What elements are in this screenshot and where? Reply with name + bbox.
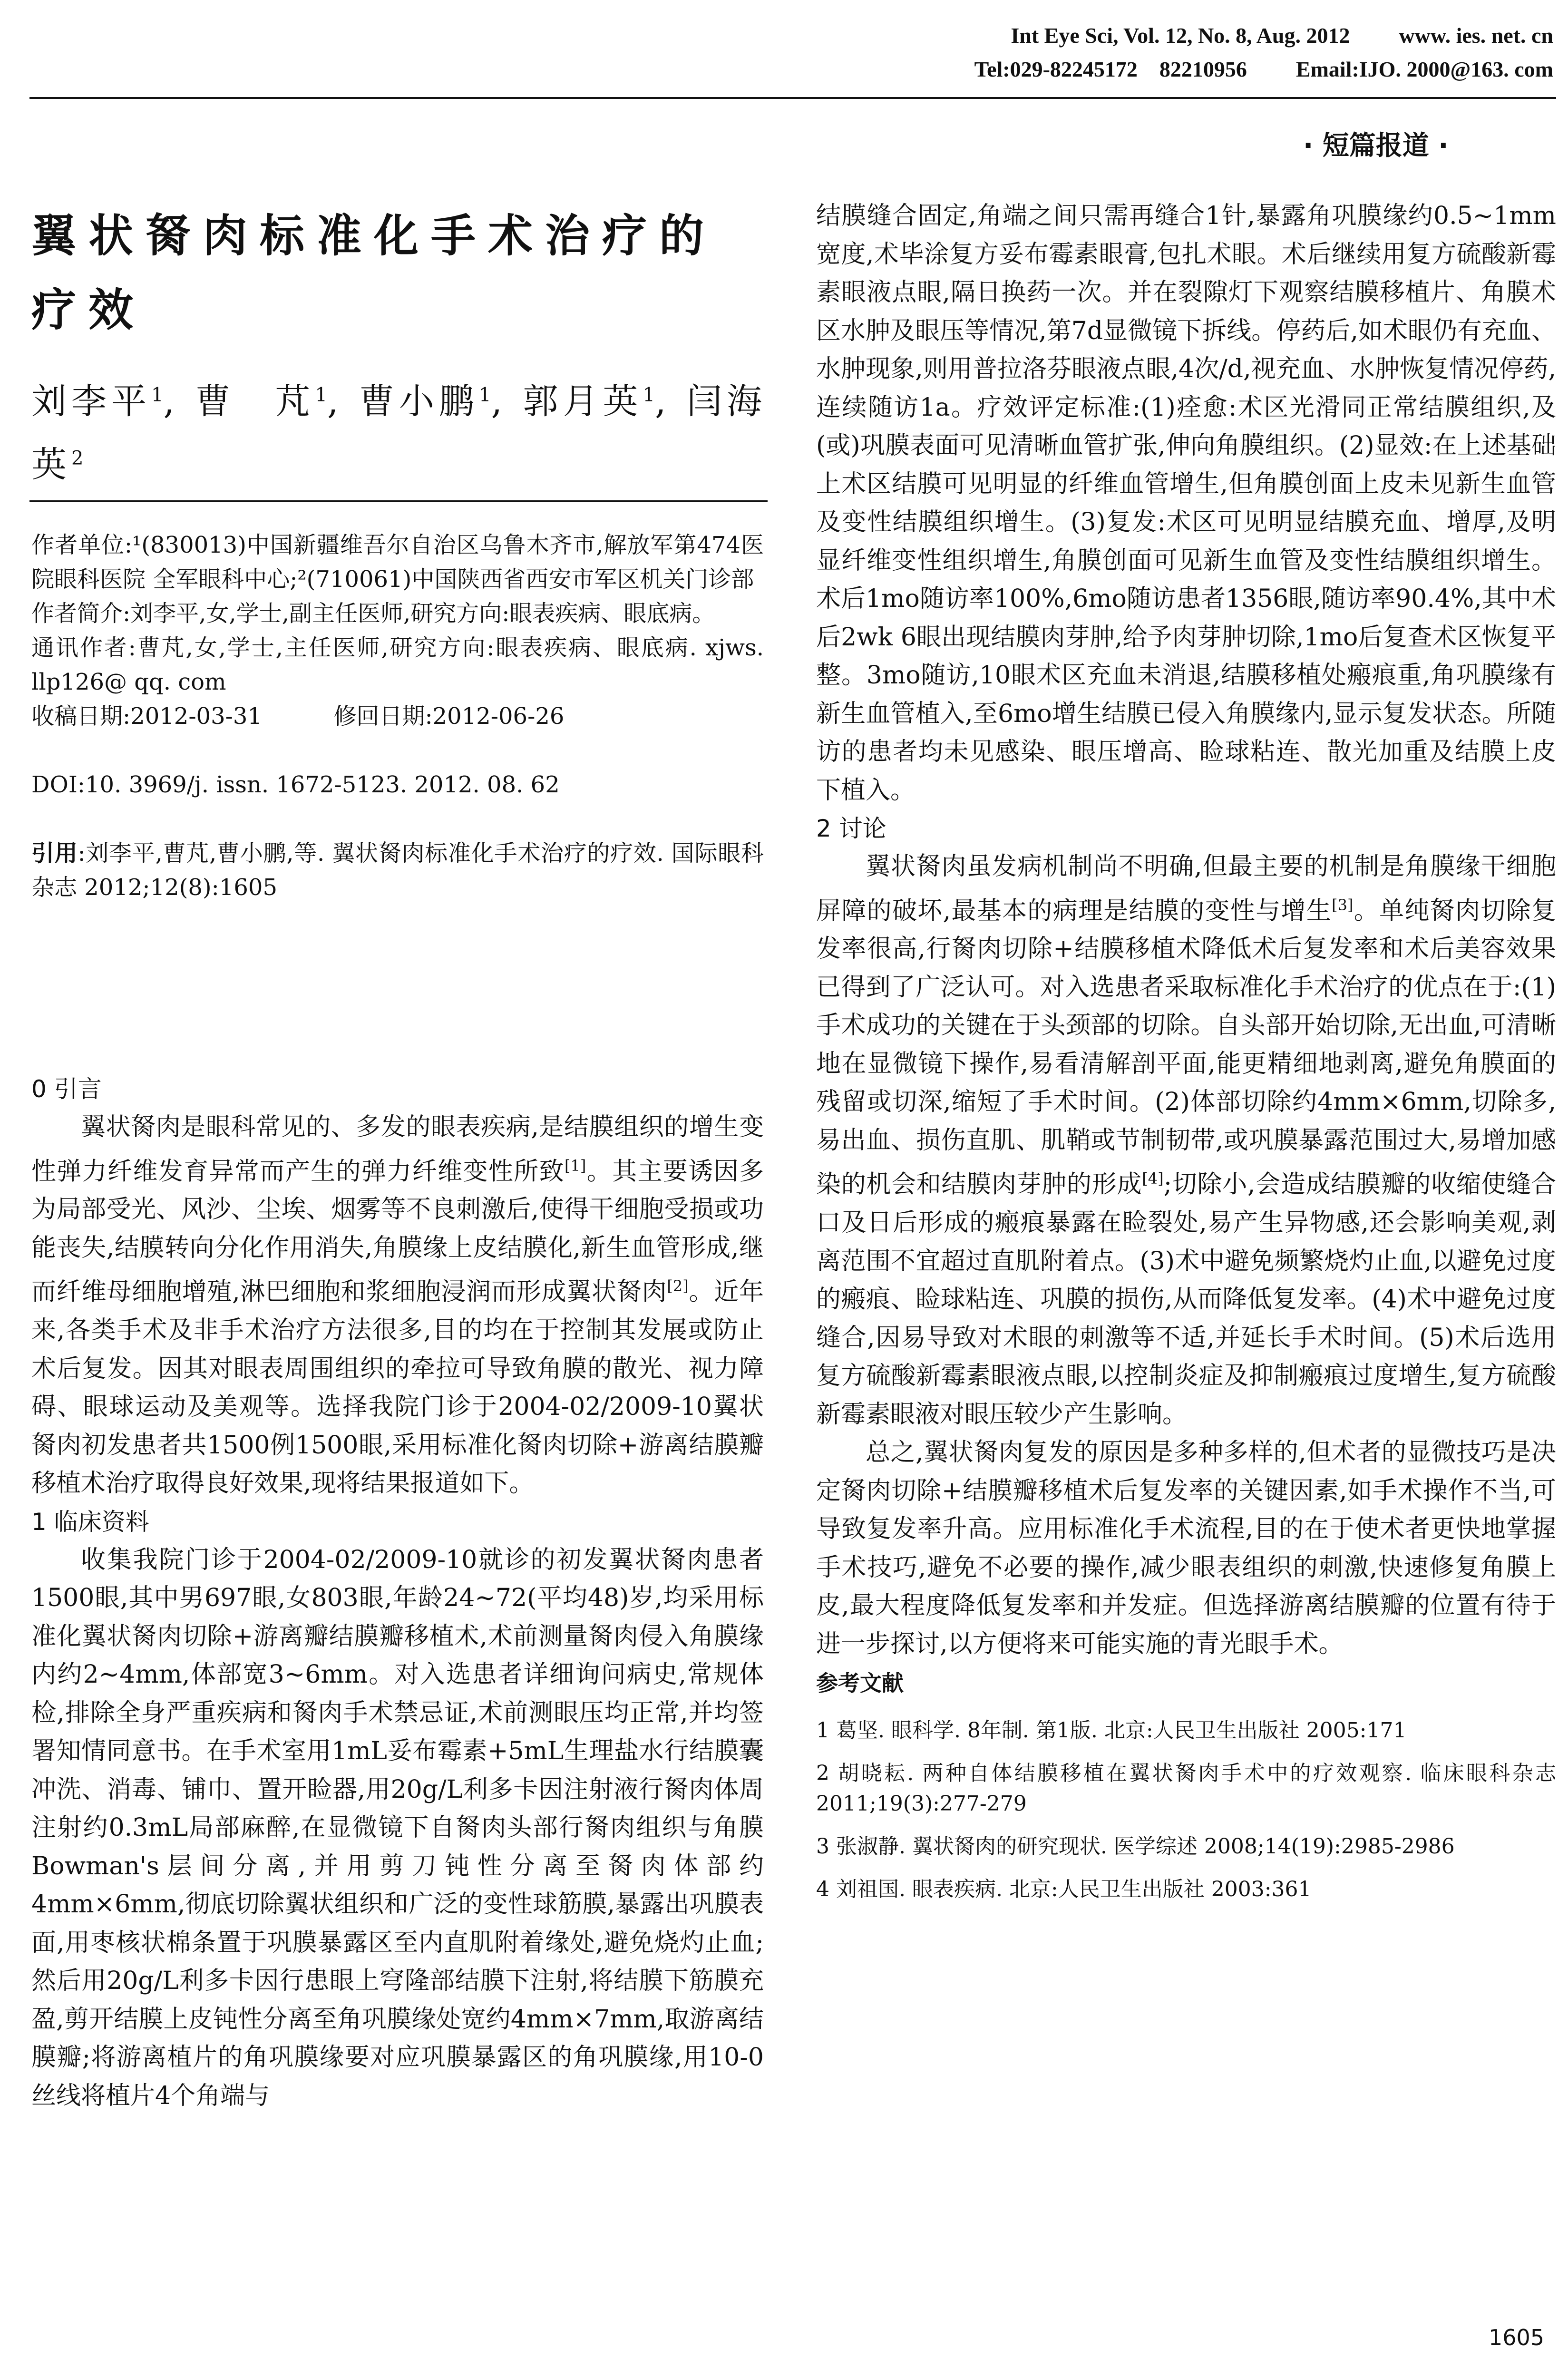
clinical-paragraph: 收集我院门诊于2004-02/2009-10就诊的初发翼状胬肉患者1500眼,其中男697眼,女803眼,年龄24~72(平均48)岁,均采用标准化翼状胬肉切除+游离瓣结膜瓣移植术,术前测量胬肉侵入角膜缘内约2~4mm,体部宽3~6mm。对入选患者详细询问病史,常规体检,排除全身严重疾病和胬肉手术禁忌证,术前测眼压均正常,并均签署知情同意书。在手术室用1mL妥布霉素+5mL生理盐水行结膜囊冲洗、消毒、铺巾、置开睑器,用20g/L利多卡因注射液行胬肉体周注射约0.3mL局部麻醉,在显微镜下自胬肉头部行胬肉组织与角膜Bowman's层间分离,并用剪刀钝性分离至胬肉体部约4mm×6mm,彻底切除翼状组织和广泛的变性球筋膜,暴露出巩膜表面,用枣核状棉条置于巩膜暴露区至内直肌附着缘处,避免烧灼止血;然后用20g/L利多卡因行患眼上穹隆部结膜下注射,将结膜下筋膜充盈,剪开结膜上皮钝性分离至角巩膜缘处宽约4mm×7mm,取游离结膜瓣;将游离植片的角巩膜缘要对应巩膜暴露区的角巩膜缘,用10-0丝线将植片4个角端与 bbox=[31, 1545, 764, 2110]
dates bbox=[31, 699, 764, 733]
article-title: 翼状胬肉标准化手术治疗的疗效 bbox=[31, 210, 717, 336]
received-date: 收稿日期:2012-03-31 bbox=[31, 703, 262, 730]
intro-heading: 0 引言 bbox=[31, 1075, 102, 1103]
author-1: 刘李平$^1$, bbox=[31, 380, 179, 422]
references bbox=[816, 1663, 1556, 1905]
author-4: 郭月英$^1$, bbox=[523, 380, 671, 422]
contact-line bbox=[887, 52, 1553, 83]
author-3: 曹小鹏$^1$, bbox=[359, 380, 507, 422]
citation bbox=[31, 836, 764, 905]
reference-item: 4 刘祖国. 眼表疾病. 北京:人民卫生出版社 2003:361 bbox=[816, 1877, 1312, 1902]
journal-website[interactable]: www. ies. net. cn bbox=[1399, 23, 1553, 48]
doi[interactable]: DOI:10. 3969/j. issn. 1672-5123. 2012. 08. 62 bbox=[31, 771, 560, 798]
author-intro: 作者简介:刘李平,女,学士,副主任医师,研究方向:眼表疾病、眼底病。 bbox=[31, 600, 715, 627]
citation-text: :刘李平,曹芃,曹小鹏,等. 翼状胬肉标准化手术治疗的疗效. 国际眼科杂志 2012;12(8):1605 bbox=[31, 840, 764, 901]
section-label: · 短篇报道 · bbox=[1303, 130, 1449, 161]
journal-issue: Int Eye Sci, Vol. 12, No. 8, Aug. 2012 bbox=[1011, 23, 1350, 48]
ref-cite-4[interactable]: [4] bbox=[1142, 1169, 1164, 1188]
intro-paragraph: 翼状胬肉是眼科常见的、多发的眼表疾病,是结膜组织的增生变性弹力纤维发育异常而产生的弹力纤维变性所致[1]。其主要诱因多为局部受光、风沙、尘埃、烟雾等不良刺激后,使得干细胞受损或功能丧失,结膜转向分化作用消失,角膜缘上皮结膜化,新生血管形成,继而纤维母细胞增殖,淋巴细胞和浆细胞浸润而形成翼状胬肉[2]。近年来,各类手术及非手术治疗方法很多,目的均在于控制其发展或防止术后复发。因其对眼表周围组织的牵拉可导致角膜的散光、视力障碍、眼球运动及美观等。选择我院门诊于2004-02/2009-10翼状胬肉初发患者共1500例1500眼,采用标准化胬肉切除+游离结膜瓣移植术治疗取得良好效果,现将结果报道如下。 bbox=[31, 1113, 764, 1498]
references-heading: 参考文献 bbox=[816, 1670, 904, 1696]
author-2: 曹 芃$^1$, bbox=[195, 380, 343, 422]
discussion-heading: 2 讨论 bbox=[816, 815, 886, 842]
meta-rule bbox=[29, 500, 768, 502]
clinical-paragraph-continued: 结膜缝合固定,角端之间只需再缝合1针,暴露角巩膜缘约0.5~1mm宽度,术毕涂复方妥布霉素眼膏,包扎术眼。术后继续用复方硫酸新霉素眼液点眼,隔日换药一次。并在裂隙灯下观察结膜移植片、角膜术区水肿及眼压等情况,第7d显微镜下拆线。停药后,如术眼仍有充血、水肿现象,则用普拉洛芬眼液点眼,4次/d,视充血、水肿恢复情况停药,连续随访1a。疗效评定标准:(1)痊愈:术区光滑同正常结膜组织,及(或)巩膜表面可见清晰血管扩张,伸向角膜组织。(2)显效:在上述基础上术区结膜可见明显的纤维血管增生,但角膜创面上皮未见新生血管及变性结膜组织增生。(3)复发:术区可见明显结膜充血、增厚,及明显纤维变性组织增生,角膜创面可见新生血管及变性结膜组织增生。术后1mo随访率100%,6mo随访患者1356眼,随访率90.4%,其中术后2wk 6眼出现结膜肉芽肿,给予肉芽肿切除,1mo后复查术区恢复平整。3mo随访,10眼术区充血未消退,结膜移植处瘢痕重,角巩膜缘有新生血管植入,至6mo增生结膜已侵入角膜缘内,显示复发状态。所随访的患者均未见感染、眼压增高、睑球粘连、散光加重及结膜上皮下植入。 bbox=[816, 202, 1556, 805]
journal-phone: Tel:029-82245172 82210956 bbox=[974, 57, 1247, 81]
citation-label: 引用 bbox=[31, 840, 78, 867]
reference-item: 3 张淑静. 翼状胬肉的研究现状. 医学综述 2008;14(19):2985-2986 bbox=[816, 1834, 1455, 1859]
running-header bbox=[887, 23, 1553, 83]
clinical-heading: 1 临床资料 bbox=[31, 1508, 149, 1536]
affiliation: 作者单位:¹(830013)中国新疆维吾尔自治区乌鲁木齐市,解放军第474医院眼科医院 全军眼科中心;²(710061)中国陕西省西安市军区机关门诊部 bbox=[31, 532, 764, 593]
author-5: 闫海英$^2$ bbox=[31, 380, 767, 486]
discussion-paragraph-1: 翼状胬肉虽发病机制尚不明确,但最主要的机制是角膜缘干细胞屏障的破坏,最基本的病理是结膜的变性与增生[3]。单纯胬肉切除复发率很高,行胬肉切除+结膜移植术降低术后复发率和术后美容效果已得到了广泛认可。对入选患者采取标准化手术治疗的优点在于:(1)手术成功的关键在于头颈部的切除。自头部开始切除,无出血,可清晰地在显微镜下操作,易看清解剖平面,能更精细地剥离,避免角膜面的残留或切深,缩短了手术时间。(2)体部切除约4mm×6mm,切除多,易出血、损伤直肌、肌鞘或节制韧带,或巩膜暴露范围过大,易增加感染的机会和结膜肉芽肿的形成[4];切除小,会造成结膜瓣的收缩使缝合口及日后形成的瘢痕暴露在睑裂处,易产生异物感,还会影响美观,剥离范围不宜超过直肌附着点。(3)术中避免频繁烧灼止血,以避免过度的瘢痕、睑球粘连、巩膜的损伤,从而降低复发率。(4)术中避免过度缝合,因易导致对术眼的刺激等不适,并延长手术时间。(5)术后选用复方硫酸新霉素眼液点眼,以控制炎症及抑制瘢痕过度增生,复方硫酸新霉素眼液对眼压较少产生影响。 bbox=[816, 852, 1556, 1429]
reference-item: 1 葛坚. 眼科学. 8年制. 第1版. 北京:人民卫生出版社 2005:171 bbox=[816, 1718, 1407, 1743]
ref-cite-3[interactable]: [3] bbox=[1332, 896, 1354, 914]
right-column-body bbox=[816, 197, 1556, 1917]
discussion-paragraph-2: 总之,翼状胬肉复发的原因是多种多样的,但术者的显微技巧是决定胬肉切除+结膜瓣移植术后复发率的关键因素,如手术操作不当,可导致复发率升高。应用标准化手术流程,目的在于使术者更快地掌握手术技巧,避免不必要的操作,减少眼表组织的刺激,快速修复角膜上皮,最大程度降低复发率和并发症。但选择游离结膜瓣的位置有待于进一步探讨,以方便将来可能实施的青光眼手术。 bbox=[816, 1438, 1556, 1658]
article-meta bbox=[31, 528, 764, 905]
reference-item: 2 胡晓耘. 两种自体结膜移植在翼状胬肉手术中的疗效观察. 临床眼科杂志 2011;19(3):277-279 bbox=[816, 1761, 1556, 1816]
ref-cite-1[interactable]: [1] bbox=[564, 1156, 586, 1175]
journal-line bbox=[887, 23, 1553, 48]
page-number: 1605 bbox=[1489, 2325, 1545, 2350]
header-rule bbox=[29, 97, 1556, 99]
correspondence: 通讯作者:曹芃,女,学士,主任医师,研究方向:眼表疾病、眼底病. xjws. llp126@ qq. com bbox=[31, 634, 764, 695]
ref-cite-2[interactable]: [2] bbox=[667, 1277, 689, 1296]
revised-date: 修回日期:2012-06-26 bbox=[333, 703, 565, 730]
author-list bbox=[31, 366, 773, 493]
left-column-body bbox=[31, 1070, 764, 2115]
journal-email[interactable]: Email:IJO. 2000@163. com bbox=[1295, 57, 1553, 81]
